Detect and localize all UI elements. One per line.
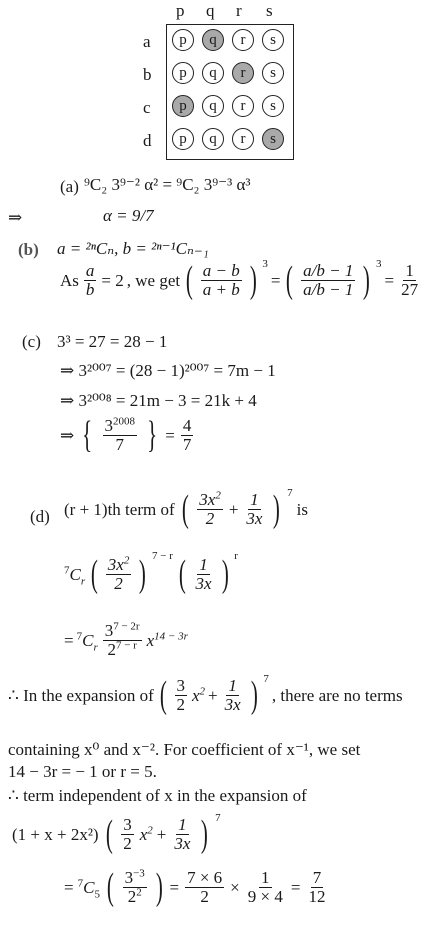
bubble-b-s: s [262,62,284,84]
bubble-d-q: q [202,128,224,150]
part-b-ratio-line: As $\frac{a}{b}$ = 2 , we get ( $\frac{a - b}{a + b}$ ) $^3$ = ( $\frac{a/b - 1}{a/b - 1}$ ) $^3$ = $\frac{1}{27}$ [60,258,419,301]
bubble-b-p: p [172,62,194,84]
part-d-text1: ∴ In the expansion of ( $\frac{3}{2}$ $x^2$ + $\frac{1}{3x}$ ) $^7$ , there are no terms [8,673,403,716]
bubble-d-p: p [172,128,194,150]
part-b-get: , we get [126,270,181,290]
col-header-s: s [266,1,273,20]
bubble-a-q: q [202,29,224,51]
part-c-result: $\frac{4}{7}$ [182,415,192,454]
part-b-label: (b) [18,240,39,259]
row-label-d: d [143,131,152,150]
part-b-definition: a = ²ⁿCₙ, b = ²ⁿ⁻¹Cₙ₋₁ [57,239,209,258]
part-d-final: = $^7C_5$ ( $\frac{3^{-3}}{2^2}$ ) = $\frac{7 \times 6}{2}$ × $\frac{1}{9 \times 4}$ = $\frac{7}{12}$ [64,866,326,908]
bubble-d-r: r [232,128,254,150]
part-d-simplified-term: = $^7C_r$ $\frac{3^{7 - 2r}}{2^{7 - r}}$ $x^{14 - 3r}$ [64,620,188,659]
col-header-p: p [176,1,185,20]
part-a-label: (a) [60,177,79,196]
part-a-equation: ⁹C₂ 3⁹⁻² α² = ⁹C₂ 3⁹⁻³ α³ [84,175,251,194]
part-d-text2: containing x⁰ and x⁻². For coefficient of x⁻¹, we set [8,740,361,759]
row-label-c: c [143,98,151,117]
part-d-poly: (1 + x + 2x²) [12,824,99,844]
part-c-label: (c) [22,332,41,351]
part-d-general-term: $^7C_r$ ( $\frac{3x^2}{2}$ ) $^{7 - r}$ ( $\frac{1}{3x}$ ) $^r$ [64,550,238,595]
part-c-line3: ⇒ 3²⁰⁰⁸ = 21m − 3 = 21k + 4 [60,391,257,410]
part-d-final-result: $\frac{7}{12}$ [308,867,326,906]
row-label-a: a [143,32,151,51]
part-d-term-line: (r + 1)th term of ( $\frac{3x^2}{2}$ + $\frac{1}{3x}$ ) $^7$ is [64,487,308,530]
part-d-is: is [296,499,308,519]
bubble-a-p: p [172,29,194,51]
part-d-product: (1 + x + 2x²) ( $\frac{3}{2}$ $x^2$ + $\frac{1}{3x}$ ) $^7$ [12,812,221,855]
col-header-r: r [236,1,242,20]
bubble-d-s: s [262,128,284,150]
part-b-result: $\frac{1}{27}$ [401,260,419,299]
part-d-text3: 14 − 3r = − 1 or r = 5. [8,762,157,781]
col-header-q: q [206,1,215,20]
bubble-c-p: p [172,95,194,117]
part-c-line4: ⇒ { $\frac{3^{2008}}{7}$ } = $\frac{4}{7}$ [60,414,192,456]
part-d-text4: ∴ term independent of x in the expansion of [8,786,307,805]
bubble-a-r: r [232,29,254,51]
part-c-line1: 3³ = 27 = 28 − 1 [57,332,168,351]
part-b-as: As [60,270,79,290]
bubble-c-q: q [202,95,224,117]
part-d-term: (r + 1)th term of [64,499,175,519]
bubble-b-q: q [202,62,224,84]
row-label-b: b [143,65,152,84]
implies-arrow: ⇒ [8,208,23,227]
part-a-result: α = 9/7 [103,206,154,225]
fraction-a-over-b: $\frac{a}{b}$ [85,260,95,299]
bubble-c-s: s [262,95,284,117]
bubble-b-r: r [232,62,254,84]
part-d-label: (d) [30,507,50,526]
bubble-c-r: r [232,95,254,117]
bubble-a-s: s [262,29,284,51]
part-c-line2: ⇒ 3²⁰⁰⁷ = (28 − 1)²⁰⁰⁷ = 7m − 1 [60,361,276,380]
